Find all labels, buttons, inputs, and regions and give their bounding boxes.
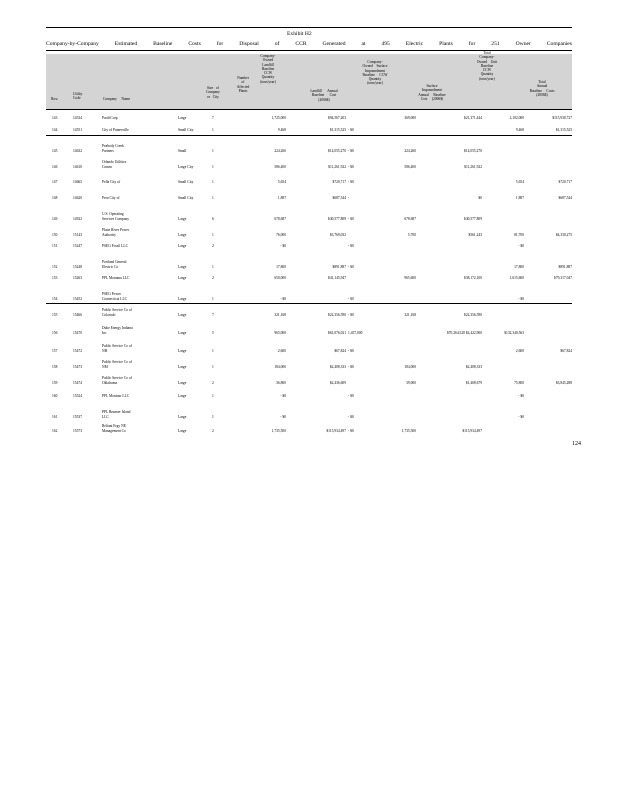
cell-row: 152	[52, 264, 58, 269]
cell-company-name: Public Service Co of	[102, 344, 132, 348]
cell-row: 162	[52, 428, 58, 433]
cell-dash: - $0	[348, 128, 354, 132]
cell-tq: - $0	[518, 414, 524, 419]
cell-lq: 184,000	[274, 364, 286, 369]
cell-lq: 965,000	[274, 330, 286, 335]
table-row	[46, 376, 572, 388]
cell-company-name: City of Painesville	[102, 128, 129, 132]
cell-size: Large	[178, 312, 187, 317]
cell-ic: $70,264,520 $2,422,900	[446, 330, 482, 335]
table-row	[46, 212, 572, 224]
cell-size: Large	[178, 364, 187, 369]
cell-lq: 2,600	[277, 348, 286, 353]
cell-lq: - $0	[280, 296, 286, 301]
cell-plants: 1	[212, 348, 214, 353]
cell-lq: - $0	[280, 244, 286, 248]
cell-dash: - $0	[348, 216, 354, 221]
table-row	[46, 394, 572, 402]
cell-dash: - $0	[348, 264, 354, 269]
cell-code: 15573	[73, 428, 82, 433]
cell-company-name: Colorado	[102, 312, 116, 317]
cell-dash: - $0	[348, 244, 354, 248]
cell-company-name: Orlando Utilities	[102, 160, 127, 164]
title-word: for	[216, 41, 224, 47]
cell-plants: 1	[212, 364, 214, 369]
header-impound-qty: Company- Owned Surface Impoundment Baseline CCW Quantity (tons/year)	[362, 60, 388, 86]
cell-ic: $14,055,270	[464, 148, 482, 153]
cell-code: 15466	[73, 312, 82, 317]
table-row	[46, 144, 572, 156]
table-row	[46, 196, 572, 204]
cell-size: Large	[178, 428, 187, 433]
header-num-plants: Number of Affected Plants	[236, 76, 250, 93]
title-word: Disposal	[239, 41, 259, 47]
cell-company-name: NM	[102, 364, 108, 369]
cell-lc: $3,769,032	[329, 232, 346, 237]
table-row	[46, 360, 572, 372]
cell-size: Large	[178, 264, 187, 269]
cell-company-name: Reliant Ergy NE	[102, 424, 126, 428]
cell-size: Large	[178, 330, 187, 335]
cell-dash: - $0	[348, 180, 354, 184]
cell-lc: $11,261,922	[328, 164, 346, 169]
cell-company-name: Inc	[102, 330, 107, 335]
cell-row: 145	[52, 148, 58, 153]
cell-size: Large City	[178, 164, 194, 169]
cell-dash: - $0	[348, 312, 354, 317]
cell-iq: 39,000	[406, 380, 416, 385]
title-word: of	[274, 41, 280, 47]
header-row: Row	[51, 97, 58, 101]
cell-lq: 36,800	[276, 380, 286, 385]
cell-plants: 5	[212, 330, 214, 335]
cell-size: Large	[178, 216, 187, 221]
cell-dash: - $0	[348, 428, 354, 433]
cell-row: 143	[52, 116, 58, 120]
table-row	[46, 326, 572, 338]
cell-lc: $720,717	[332, 180, 346, 184]
cell-row: 144	[52, 128, 58, 132]
cell-company-name: NH	[102, 348, 108, 353]
cell-company-name: Connecticut LLC	[102, 296, 128, 301]
top-rule	[46, 27, 572, 28]
header-company-name: Company Name	[103, 97, 131, 101]
cell-company-name: Authority	[102, 232, 116, 237]
title-word: 251	[491, 41, 500, 47]
cell-ic: $2,408,333	[465, 364, 482, 369]
title-word: 495	[381, 41, 390, 47]
cell-lq: 650,000	[274, 276, 286, 280]
cell-tq: 1,615,600	[509, 276, 524, 280]
cell-size: Large	[178, 116, 187, 120]
cell-code: 15470	[73, 330, 82, 335]
cell-row: 156	[52, 330, 58, 335]
cell-plants: 1	[212, 180, 214, 184]
header-total-qty: Total Company- Owned Unit Baseline CCW Quantity (tons/year)	[476, 51, 498, 81]
cell-tc: $1,315,525	[555, 128, 572, 132]
cell-row: 150	[52, 232, 58, 237]
cell-tq: - $0	[518, 296, 524, 301]
cell-row: 161	[52, 414, 58, 419]
title-word: Electric	[405, 41, 424, 47]
cell-company-name: Services Company	[102, 216, 130, 221]
cell-code: 15524	[73, 394, 82, 398]
cell-lq: 224,260	[274, 148, 286, 153]
cell-ic: $115,934,497	[462, 428, 482, 433]
cell-iq: 1,735,500	[401, 428, 416, 433]
cell-code: 15452	[73, 296, 82, 301]
cell-row: 154	[52, 296, 58, 301]
cell-plants: 1	[212, 196, 214, 200]
cell-company-name: Partners	[102, 148, 114, 153]
cell-iq: 5,700	[407, 232, 416, 237]
cell-code: 15537	[73, 414, 82, 419]
cell-row: 151	[52, 244, 58, 248]
cell-ic: $11,261,922	[464, 164, 482, 169]
cell-tq: 17,800	[514, 264, 524, 269]
cell-plants: 1	[212, 232, 214, 237]
cell-lq: 1,735,500	[271, 428, 286, 433]
cell-code: 15247	[73, 244, 82, 248]
cell-dash: - $0	[348, 164, 354, 169]
cell-ic: $21,371,444	[464, 116, 482, 120]
cell-code: 15143	[73, 232, 82, 237]
cell-company-name: Duke Energy Indiana	[102, 326, 133, 330]
cell-tc: $3,845,288	[555, 380, 572, 385]
cell-company-name: LLC	[102, 414, 109, 419]
cell-size: Large	[178, 394, 187, 398]
header-total-cost: Total Annual Baseline Costs (2006$)	[529, 80, 555, 97]
cell-company-name: PacifiCorp	[102, 116, 118, 120]
cell-company-name: PPL Montour LLC	[102, 394, 130, 398]
cell-company-name: PSEG Power	[102, 292, 121, 296]
cell-lc: $67,824	[334, 348, 346, 353]
cell-dash: - $0	[348, 348, 354, 353]
cell-row: 146	[52, 164, 58, 169]
cell-dash: 1,457,000	[348, 330, 363, 335]
cell-plants: 7	[212, 312, 214, 317]
table-row	[46, 276, 572, 284]
title-word: for	[468, 41, 476, 47]
cell-lq: 321,168	[274, 312, 286, 317]
cell-row: 157	[52, 348, 58, 353]
cell-tq: $132,340,563	[504, 330, 524, 335]
title-word: Estimated	[114, 41, 138, 47]
cell-lc: $2,436,609	[329, 380, 346, 385]
cell-code: 15473	[73, 364, 82, 369]
cell-plants: 1	[212, 128, 214, 132]
cell-row: 153	[52, 276, 58, 280]
cell-plants: 6	[212, 216, 214, 221]
cell-tq: 2,102,000	[509, 116, 524, 120]
cell-lq: 17,800	[276, 264, 286, 269]
cell-company-name: Electric Co	[102, 264, 119, 269]
cell-size: Large	[178, 380, 187, 385]
header-impound-cost: Surface Impoundment Annual Baseline Cost (2006$)	[418, 84, 446, 101]
cell-dash: - $0	[348, 364, 354, 369]
table-row	[46, 180, 572, 188]
cell-lc: $41,145,947	[328, 276, 346, 280]
cell-company-name: Peru City of	[102, 196, 120, 200]
table-row	[46, 116, 572, 124]
cell-tq: - $0	[518, 394, 524, 398]
cell-lc: $94,567,203	[328, 116, 346, 120]
header-landfill-cost: Landfill Annual Baseline Cost (2006$)	[310, 89, 338, 102]
cell-tq: 81,700	[514, 232, 524, 237]
title-word: Generated	[322, 41, 346, 47]
cell-tc: $115,938,727	[552, 116, 572, 120]
cell-size: Large	[178, 232, 187, 237]
title-word: Costs	[188, 41, 201, 47]
cell-company-name: PPL Montana LLC	[102, 276, 130, 280]
table-row	[46, 424, 572, 436]
cell-company-name: Management Co	[102, 428, 126, 433]
cell-row: 158	[52, 364, 58, 369]
header-utility-code: Utility Code	[73, 92, 83, 101]
cell-tq: 5,654	[515, 180, 524, 184]
cell-plants: 2	[212, 276, 214, 280]
cell-company-name: Public Service Co of	[102, 360, 132, 364]
cell-ic: $38,172,100	[464, 276, 482, 280]
cell-size: Large	[178, 348, 187, 353]
title-word: Companies	[546, 41, 572, 47]
cell-lc: $22,356,590	[328, 312, 346, 317]
cell-row: 160	[52, 394, 58, 398]
cell-tc: $720,717	[558, 180, 572, 184]
cell-tq: 75,800	[514, 380, 524, 385]
cell-tq: 2,600	[515, 348, 524, 353]
cell-size: Large	[178, 296, 187, 301]
cell-company-name: U.S. Operating	[102, 212, 124, 216]
cell-size: Small	[178, 148, 187, 153]
title-word: Baseline	[153, 41, 173, 47]
cell-lq: 678,687	[274, 216, 286, 221]
cell-row: 149	[52, 216, 58, 221]
cell-lq: 76,000	[276, 232, 286, 237]
cell-row: 155	[52, 312, 58, 317]
header-size: Size of Company or City	[206, 86, 220, 99]
cell-lc: $115,934,497	[326, 428, 346, 433]
cell-tq: 9,468	[515, 128, 524, 132]
title-word: Owner	[515, 41, 531, 47]
cell-lc: $40,577,809	[328, 216, 346, 221]
table-row	[46, 344, 572, 356]
cell-plants: 1	[212, 394, 214, 398]
cell-ic: $22,356,590	[464, 312, 482, 317]
cell-lq: - $0	[280, 414, 286, 419]
table-row	[46, 260, 572, 272]
row-rule	[46, 303, 572, 304]
cell-company-name: Comm	[102, 164, 112, 169]
cell-plants: 7	[212, 116, 214, 120]
exhibit-label: Exhibit H2	[287, 31, 312, 37]
cell-ic: $0	[478, 196, 482, 200]
cell-dash: - $0	[348, 394, 354, 398]
page-number: 124	[572, 441, 581, 447]
table-row	[46, 410, 572, 422]
title-word: Plants	[439, 41, 453, 47]
cell-code: 14534	[73, 116, 82, 120]
cell-size: Small City	[178, 196, 194, 200]
cell-code: 15472	[73, 348, 82, 353]
cell-dash: -	[348, 196, 350, 200]
cell-size: Large	[178, 276, 187, 280]
cell-lq: 5,654	[277, 180, 286, 184]
table-title	[46, 41, 572, 47]
title-word: at	[361, 41, 366, 47]
cell-row: 147	[52, 180, 58, 184]
cell-lc: $891,887	[332, 264, 346, 269]
table-row	[46, 308, 572, 320]
cell-code: 15248	[73, 264, 82, 269]
cell-lc: $1,315,525	[329, 128, 346, 132]
cell-iq: 369,000	[404, 116, 416, 120]
title-word: Company-by-Company	[46, 41, 99, 47]
cell-code: 14551	[73, 128, 82, 132]
cell-code: 14620	[73, 196, 82, 200]
cell-tc: $4,330,275	[555, 232, 572, 237]
cell-lq: 1,725,000	[271, 116, 286, 120]
cell-company-name: Portland General	[102, 260, 127, 264]
cell-iq: 586,400	[404, 164, 416, 169]
cell-plants: 2	[212, 244, 214, 248]
cell-plants: 2	[212, 428, 214, 433]
cell-code: 15474	[73, 380, 82, 385]
cell-ic: $40,577,809	[464, 216, 482, 221]
cell-plants: 1	[212, 264, 214, 269]
cell-tc: $891,887	[558, 264, 572, 269]
cell-tc: $687,544	[558, 196, 572, 200]
cell-company-name: Public Service Co of	[102, 376, 132, 380]
cell-ic: $1,408,679	[465, 380, 482, 385]
cell-dash: - $0	[348, 414, 354, 419]
cell-plants: 1	[212, 148, 214, 153]
cell-iq: 184,000	[404, 364, 416, 369]
cell-company-name: PPL Brunner Island	[102, 410, 131, 414]
cell-plants: 1	[212, 296, 214, 301]
title-word: CCR	[295, 41, 307, 47]
cell-iq: 321,168	[404, 312, 416, 317]
cell-size: Large	[178, 414, 187, 419]
cell-dash: - $0	[348, 148, 354, 153]
cell-size: Small City	[178, 128, 194, 132]
cell-row: 159	[52, 380, 58, 385]
cell-lc: $2,408,333	[329, 364, 346, 369]
table-row	[46, 244, 572, 252]
header-landfill-qty: Company- Owned Landfill Baseline CCW Quantity (tons/year)	[260, 54, 276, 84]
cell-lc: $687,544	[332, 196, 346, 200]
cell-lq: 9,468	[277, 128, 286, 132]
cell-company-name: Pella City of	[102, 180, 121, 184]
cell-code: 14665	[73, 180, 82, 184]
cell-code: 14632	[73, 148, 82, 153]
cell-plants: 1	[212, 414, 214, 419]
cell-company-name: Public Service Co of	[102, 308, 132, 312]
cell-lq: 1,887	[277, 196, 286, 200]
cell-code: 15263	[73, 276, 82, 280]
cell-tc: $67,824	[560, 348, 572, 353]
cell-dash: - $0	[348, 296, 354, 301]
cell-ic: $561,243	[468, 232, 482, 237]
cell-plants: 1	[212, 164, 214, 169]
cell-size: Small City	[178, 180, 194, 184]
cell-company-name: Peabody Creek	[102, 144, 124, 148]
row-rule	[46, 135, 572, 136]
cell-code: 14610	[73, 164, 82, 169]
cell-lq: - $0	[280, 394, 286, 398]
cell-lc: $14,055,270	[328, 148, 346, 153]
cell-company-name: Oklahoma	[102, 380, 117, 385]
cell-company-name: PSEG Fossil LLC	[102, 244, 128, 248]
cell-iq: 965,600	[404, 276, 416, 280]
cell-lc: $61,076,021	[328, 330, 346, 335]
table-row	[46, 228, 572, 240]
cell-size: Large	[178, 244, 187, 248]
cell-code: 14922	[73, 216, 82, 221]
header-bottom-rule	[46, 109, 572, 110]
cell-plants: 2	[212, 380, 214, 385]
cell-company-name: Platte River Power	[102, 228, 130, 232]
cell-lq: 586,400	[274, 164, 286, 169]
cell-tq: - $0	[518, 244, 524, 248]
table-row	[46, 160, 572, 172]
cell-iq: 678,687	[404, 216, 416, 221]
cell-tq: 1,887	[515, 196, 524, 200]
cell-iq: 224,260	[404, 148, 416, 153]
cell-tc: $79,317,047	[554, 276, 572, 280]
cell-row: 148	[52, 196, 58, 200]
